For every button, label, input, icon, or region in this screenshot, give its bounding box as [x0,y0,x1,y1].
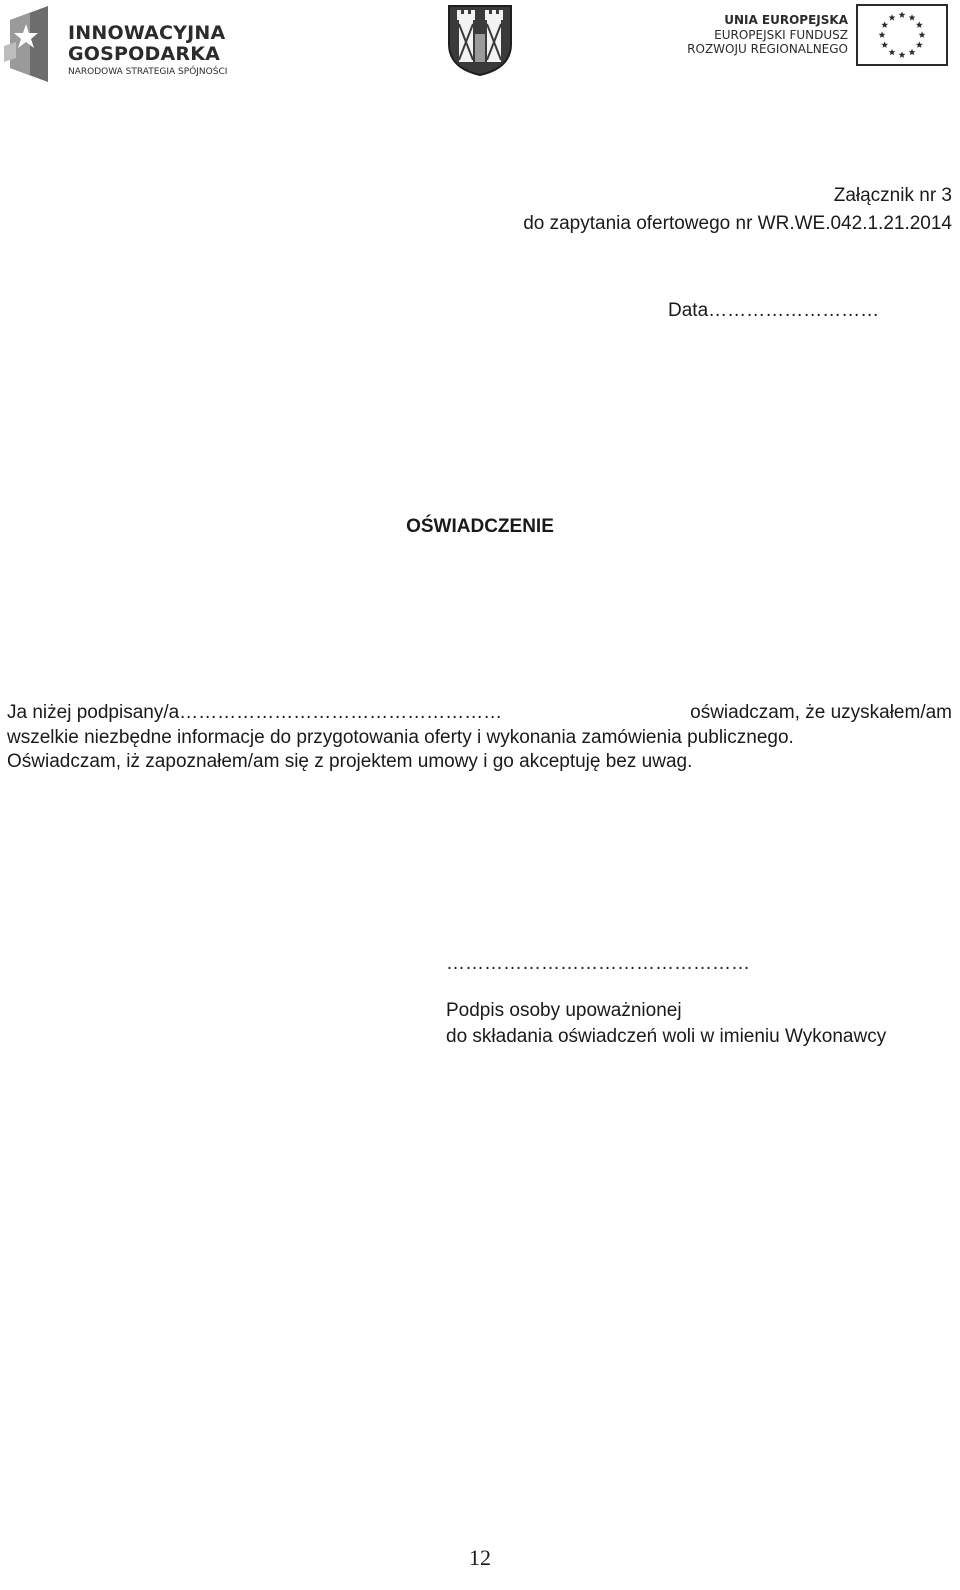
logo-right-line3: ROZWOJU REGIONALNEGO [687,42,848,56]
annex-reference [523,182,952,238]
logo-right-line1: UNIA EUROPEJSKA [724,13,848,27]
declaration-paragraph [7,701,952,775]
eu-logo [682,4,952,70]
declaration-line-3: Oświadczam, iż zapoznałem/am się z projektem umowy i go akceptuję bez uwag. [7,751,693,772]
eu-flag-icon [856,4,948,66]
logo-right-line2: EUROPEJSKI FUNDUSZ [714,28,848,42]
annex-line2: do zapytania ofertowego nr WR.WE.042.1.21.2014 [523,213,952,234]
eu-logo-text [687,12,848,56]
declaration-line1-end: oświadczam, że uzyskałem/am [690,702,952,723]
date-field: Data……………………… [668,300,880,321]
declaration-line1-start: Ja niżej podpisany/a…………………………………………… [7,702,503,723]
declaration-line-1 [7,701,952,726]
coat-of-arms-icon [447,4,513,76]
page-number: 12 [469,1545,491,1570]
innovative-economy-logo-icon [4,6,64,82]
signature-block [446,952,886,1050]
declaration-line-2: wszelkie niezbędne informacje do przygotowania oferty i wykonania zamówienia publicznego. [7,726,794,748]
signature-line: ………………………………………… [446,953,750,974]
logo-left-line3: NARODOWA STRATEGIA SPÓJNOŚCI [68,67,228,77]
signature-caption-line1: Podpis osoby upoważnionej [446,1000,682,1021]
innovative-economy-logo [4,6,244,82]
document-title: OŚWIADCZENIE [406,516,554,537]
coat-of-arms [447,4,513,76]
logo-left-line2: GOSPODARKA [68,43,221,65]
logo-left-line1: INNOWACYJNA [68,22,226,44]
signature-caption-line2: do składania oświadczeń woli w imieniu Wykonawcy [446,1026,887,1047]
annex-line1: Załącznik nr 3 [833,185,952,206]
signature-caption [446,998,886,1050]
